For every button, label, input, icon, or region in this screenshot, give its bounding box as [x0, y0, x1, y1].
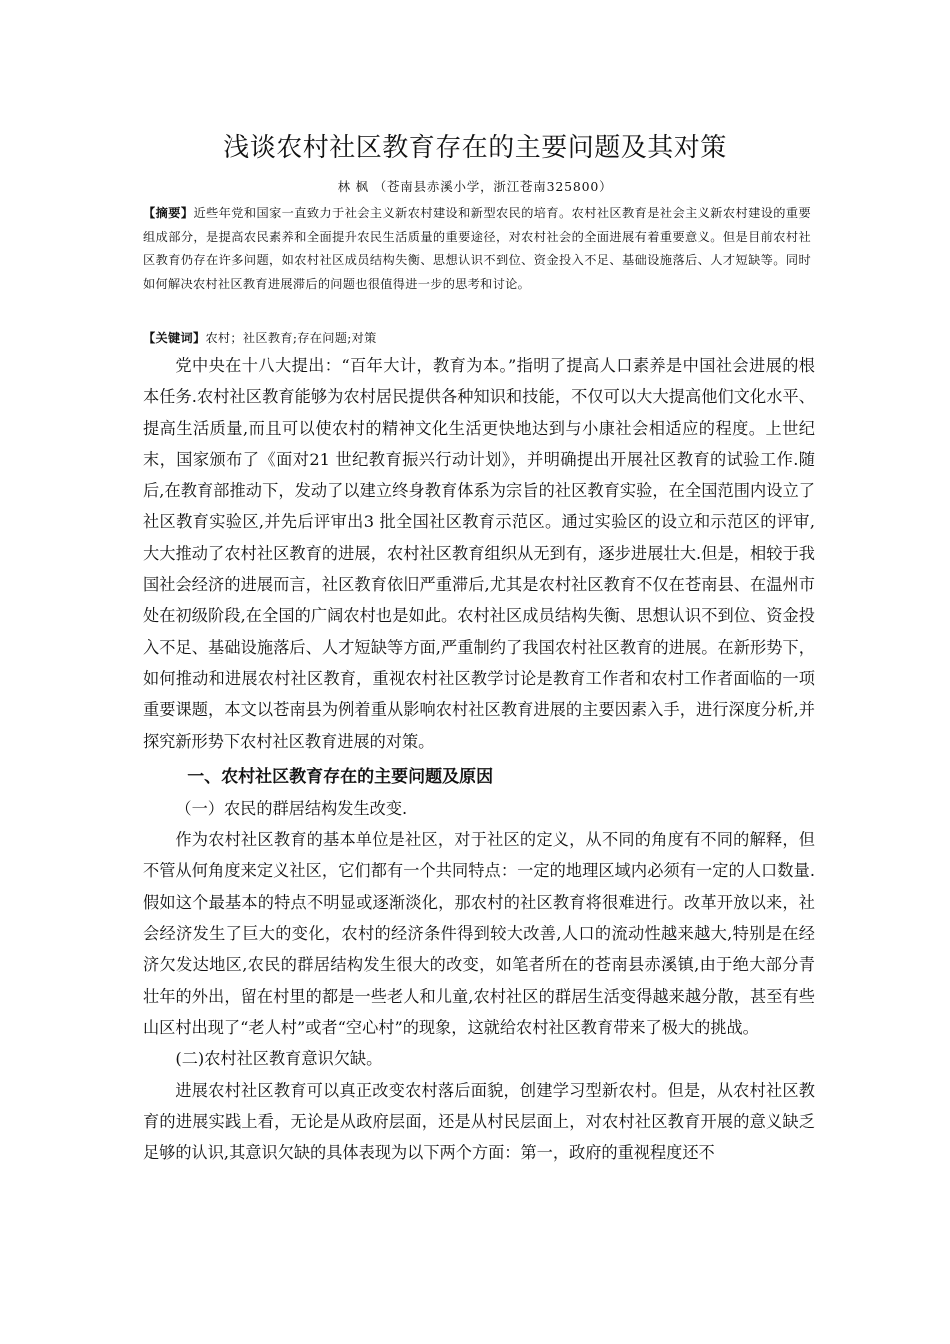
intro-paragraph: 党中央在十八大提出：“百年大计，教育为本。”指明了提高人口素养是中国社会进展的根本任务.农村社区教育能够为农村居民提供各种知识和技能，不仅可以大大提高他们文化水平、提高生活质量,而且可以使农村的精神文化生活更快地达到与小康社会相适应的程度。上世纪末，国家颁布了《面对21 世纪教育振兴行动计划》，并明确提出开展社区教育的试验工作.随后,在教育部推动下，发动了以建立终身教育体系为宗旨的社区教育实验，在全国范围内设立了社区教育实验区,并先后评审出3 批全国社区教育示范区。通过实验区的设立和示范区的评审,大大推动了农村社区教育的进展，农村社区教育组织从无到有，逐步进展壮大.但是，相较于我国社会经济的进展而言，社区教育依旧严重滞后,尤其是农村社区教育不仅在苍南县、在温州市处在初级阶段,在全国的广阔农村也是如此。农村社区成员结构失衡、思想认识不到位、资金投入不足、基础设施落后、人才短缺等方面,严重制约了我国农村社区教育的进展。在新形势下，如何推动和进展农村社区教育，重视农村社区教学讨论是教育工作者和农村工作者面临的一项重要课题，本文以苍南县为例着重从影响农村社区教育进展的主要因素入手，进行深度分析,并探究新形势下农村社区教育进展的对策。: [143, 356, 815, 751]
abstract-block: [143, 202, 811, 296]
body-text: [143, 350, 815, 1168]
subsection-paragraph-1: 作为农村社区教育的基本单位是社区，对于社区的定义，从不同的角度有不同的解释，但不管从何角度来定义社区，它们都有一个共同特点：一定的地理区域内必须有一定的人口数量.假如这个最基本的特点不明显或逐渐淡化，那农村的社区教育将很难进行。改革开放以来，社会经济发生了巨大的变化，农村的经济条件得到较大改善,人口的流动性越来越大,特别是在经济欠发达地区,农民的群居结构发生很大的改变，如笔者所在的苍南县赤溪镇,由于绝大部分青壮年的外出，留在村里的都是一些老人和儿童,农村社区的群居生活变得越来越分散，甚至有些山区村出现了“老人村”或者“空心村”的现象，这就给农村社区教育带来了极大的挑战。: [143, 830, 815, 1037]
author-affiliation: 林 枫 （苍南县赤溪小学，浙江苍南325800）: [337, 179, 613, 194]
abstract-label: 【摘要】: [143, 206, 194, 220]
keywords-label: 【关键词】: [143, 331, 206, 345]
keywords-text: 农村；社区教育;存在问题;对策: [205, 331, 377, 345]
subsection-heading-2: (二)农村社区教育意识欠缺。: [175, 1049, 383, 1069]
subsection-paragraph-2: 进展农村社区教育可以真正改变农村落后面貌，创建学习型新农村。但是，从农村社区教育的进展实践上看，无论是从政府层面，还是从村民层面上，对农村社区教育开展的意义缺乏足够的认识,其意识欠缺的具体表现为以下两个方面：第一，政府的重视程度还不: [143, 1080, 815, 1163]
paper-title: 浅谈农村社区教育存在的主要问题及其对策: [223, 133, 727, 163]
abstract-text: 近些年党和国家一直致力于社会主义新农村建设和新型农民的培育。农村社区教育是社会主义新农村建设的重要组成部分，是提高农民素养和全面提升农民生活质量的重要途径，对农村社会的全面进展有着重要意义。但是目前农村社区教育仍存在许多问题，如农村社区成员结构失衡、思想认识不到位、资金投入不足、基础设施落后、人才短缺等。同时如何解决农村社区教育进展滞后的问题也很值得进一步的思考和讨论。: [143, 206, 812, 291]
subsection-heading-1: （一）农民的群居结构发生改变.: [175, 798, 408, 818]
keywords-block: [143, 328, 811, 348]
section-heading-1: 一、农村社区教育存在的主要问题及原因: [187, 766, 494, 787]
